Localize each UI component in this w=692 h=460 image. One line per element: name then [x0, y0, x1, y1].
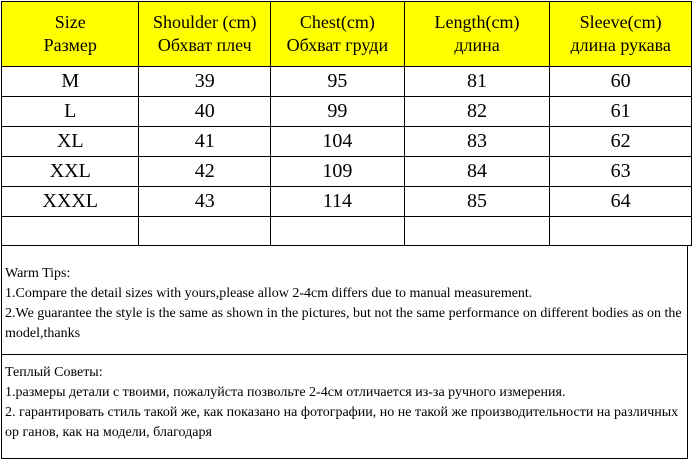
- tips-line-2: 2. гарантировать стиль такой же, как показано на фотографии, но не такой же производительности на различных ор ганов, как на модели, благодаря: [5, 405, 679, 440]
- table-row: [2, 157, 692, 187]
- cell-size: XXXL: [2, 187, 139, 217]
- table-row: [2, 67, 692, 97]
- tips-line-2: 2.We guarantee the style is the same as shown in the pictures, but not the same performance on different bodies as on the model,thanks: [5, 306, 682, 341]
- header-size: Size Размер: [2, 2, 139, 67]
- cell-size: M: [2, 67, 139, 97]
- tips-line-1: 1.размеры детали с твоими, пожалуйста позвольте 2-4см отличается из-за ручного измерения.: [5, 385, 566, 400]
- table-row: [2, 97, 692, 127]
- cell-sleeve: 63: [550, 157, 692, 187]
- table-row: [2, 127, 692, 157]
- cell-chest: 99: [271, 97, 405, 127]
- cell-length: 84: [404, 157, 550, 187]
- empty-cell: [139, 217, 271, 246]
- cell-sleeve: 60: [550, 67, 692, 97]
- cell-length: 83: [404, 127, 550, 157]
- cell-size: XXL: [2, 157, 139, 187]
- tips-title: Теплый Советы:: [5, 365, 103, 380]
- size-chart-table: [1, 1, 692, 246]
- table-row: [2, 187, 692, 217]
- cell-shoulder: 42: [139, 157, 271, 187]
- cell-length: 81: [404, 67, 550, 97]
- cell-size: XL: [2, 127, 139, 157]
- cell-shoulder: 43: [139, 187, 271, 217]
- header-shoulder: Shoulder (cm) Обхват плеч: [139, 2, 271, 67]
- cell-chest: 104: [271, 127, 405, 157]
- cell-chest: 114: [271, 187, 405, 217]
- cell-size: L: [2, 97, 139, 127]
- cell-sleeve: 62: [550, 127, 692, 157]
- cell-shoulder: 40: [139, 97, 271, 127]
- cell-sleeve: 64: [550, 187, 692, 217]
- cell-shoulder: 41: [139, 127, 271, 157]
- header-sleeve: Sleeve(cm) длина рукава: [550, 2, 692, 67]
- cell-shoulder: 39: [139, 67, 271, 97]
- warm-tips-english: [1, 246, 688, 355]
- cell-length: 85: [404, 187, 550, 217]
- warm-tips-russian: [1, 354, 688, 459]
- empty-cell: [550, 217, 692, 246]
- table-header-row: [2, 2, 692, 67]
- cell-sleeve: 61: [550, 97, 692, 127]
- cell-chest: 95: [271, 67, 405, 97]
- empty-cell: [271, 217, 405, 246]
- empty-table-row: [2, 217, 692, 246]
- empty-cell: [404, 217, 550, 246]
- header-length: Length(cm) длина: [404, 2, 550, 67]
- tips-line-1: 1.Compare the detail sizes with yours,please allow 2-4cm differs due to manual measurement.: [5, 286, 533, 301]
- header-chest: Chest(cm) Обхват груди: [271, 2, 405, 67]
- empty-cell: [2, 217, 139, 246]
- cell-chest: 109: [271, 157, 405, 187]
- cell-length: 82: [404, 97, 550, 127]
- tips-title: Warm Tips:: [5, 266, 71, 281]
